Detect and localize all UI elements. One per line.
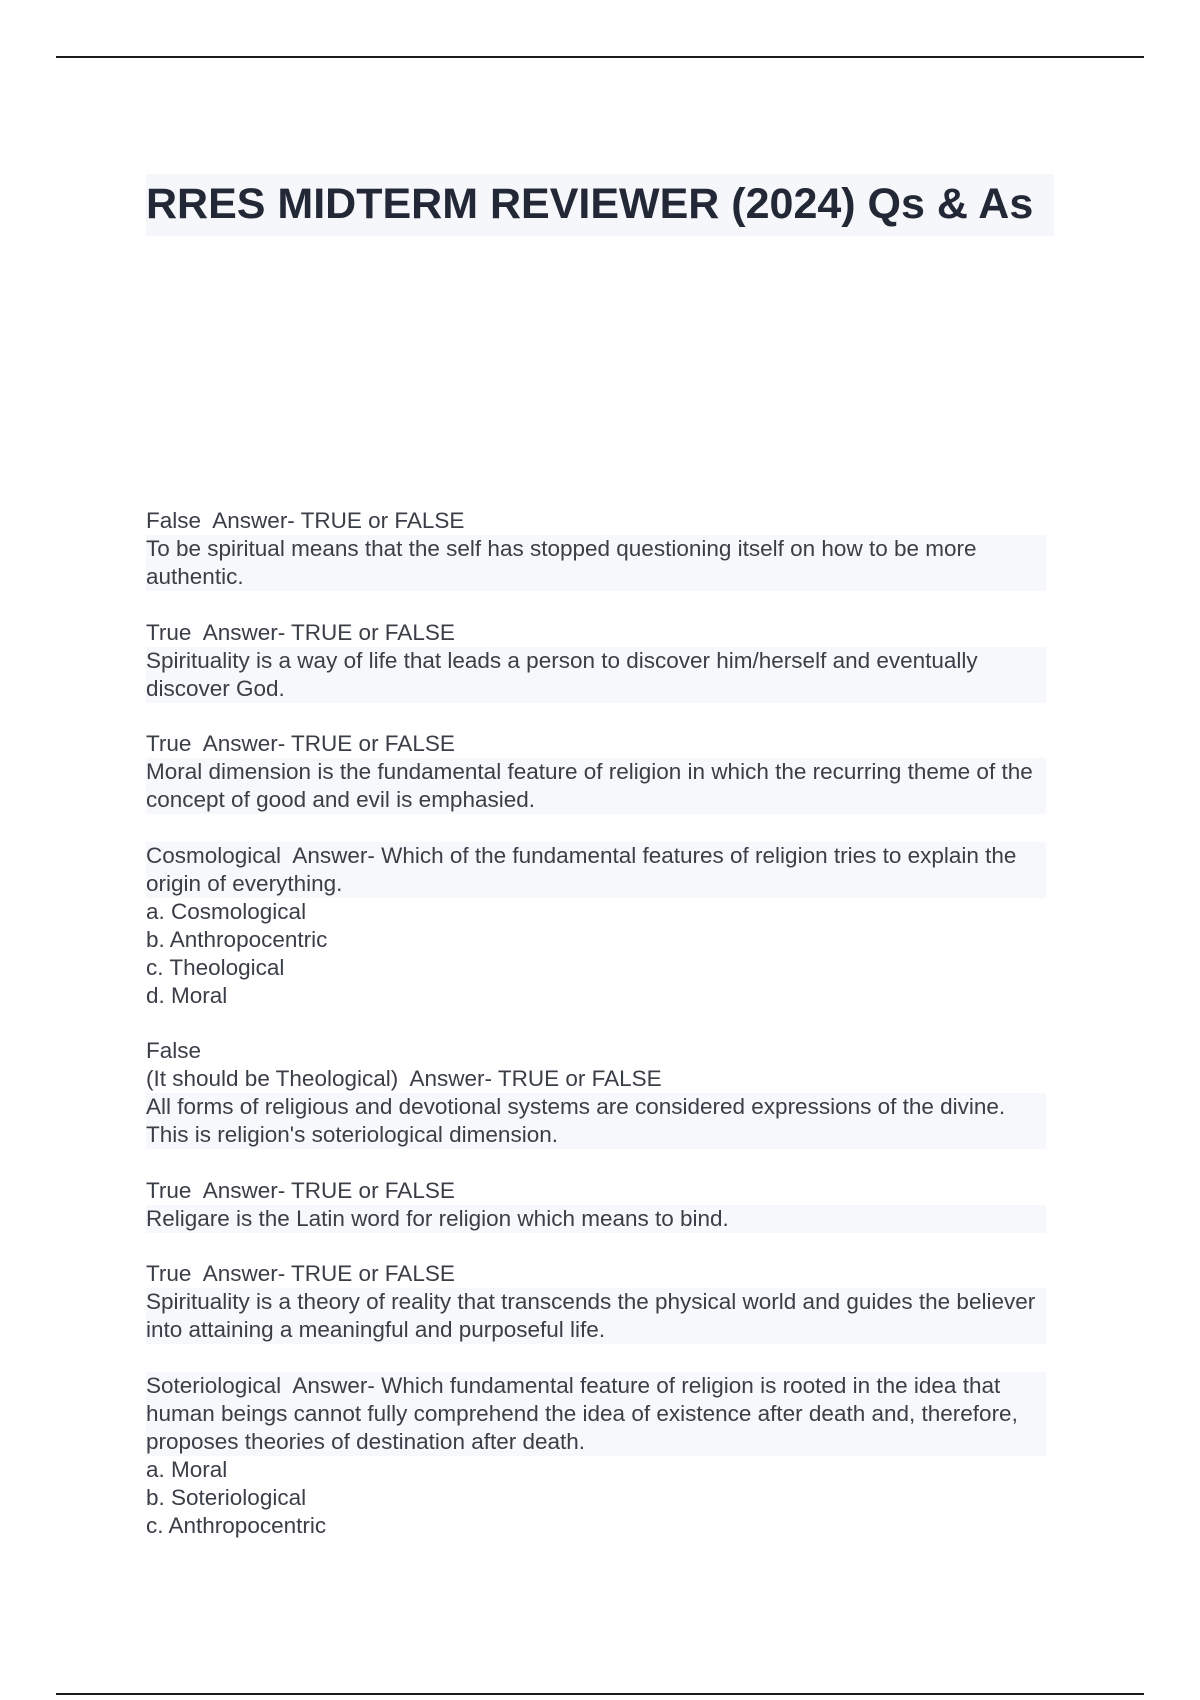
qa-item <box>146 619 1046 703</box>
qa-option: a. Cosmological <box>146 898 307 924</box>
qa-question-text: To be spiritual means that the self has stopped questioning itself on how to be more authentic. <box>146 535 1046 591</box>
qa-item <box>146 1260 1046 1344</box>
qa-question-text: Moral dimension is the fundamental feature of religion in which the recurring theme of the concept of good and evil is emphasied. <box>146 758 1046 814</box>
qa-list <box>146 507 1046 1567</box>
document-title: RRES MIDTERM REVIEWER (2024) Qs & As <box>146 180 1034 228</box>
qa-item <box>146 730 1046 814</box>
qa-question-text: Religare is the Latin word for religion which means to bind. <box>146 1205 1046 1233</box>
qa-item <box>146 1372 1046 1540</box>
qa-options <box>146 898 1046 1010</box>
qa-option: c. Theological <box>146 954 285 980</box>
qa-answer-line: True Answer- TRUE or FALSE <box>146 731 455 756</box>
qa-question-text: All forms of religious and devotional systems are considered expressions of the divine. This is religion's soteriological dimension. <box>146 1093 1046 1149</box>
qa-answer-note: (It should be Theological) Answer- TRUE or FALSE <box>146 1066 662 1091</box>
qa-answer-line: True Answer- TRUE or FALSE <box>146 1261 455 1286</box>
qa-item <box>146 507 1046 591</box>
qa-item <box>146 1037 1046 1149</box>
qa-option: b. Anthropocentric <box>146 926 328 952</box>
qa-item <box>146 1177 1046 1233</box>
qa-question-text: Spirituality is a theory of reality that transcends the physical world and guides the believer into attaining a meaningful and purposeful life. <box>146 1288 1046 1344</box>
qa-question-text: Spirituality is a way of life that leads a person to discover him/herself and eventually discover God. <box>146 647 1046 703</box>
qa-answer-question-text: Cosmological Answer- Which of the fundamental features of religion tries to explain the origin of everything. <box>146 842 1046 898</box>
qa-item <box>146 842 1046 1010</box>
qa-option: d. Moral <box>146 982 228 1008</box>
top-rule <box>56 56 1144 58</box>
bottom-rule <box>56 1693 1144 1695</box>
qa-answer-line: False <box>146 1038 202 1063</box>
qa-option: c. Anthropocentric <box>146 1512 327 1538</box>
qa-answer-line: True Answer- TRUE or FALSE <box>146 1177 455 1203</box>
qa-answer-line: False Answer- TRUE or FALSE <box>146 508 465 533</box>
qa-answer-line: True Answer- TRUE or FALSE <box>146 619 455 645</box>
qa-answer-question-text: Soteriological Answer- Which fundamental feature of religion is rooted in the idea that human beings cannot fully comprehend the idea of existence after death and, therefore, proposes theories of destination after death. <box>146 1372 1046 1456</box>
qa-options <box>146 1456 1046 1540</box>
title-box <box>146 174 1054 236</box>
qa-option: a. Moral <box>146 1456 228 1482</box>
qa-option: b. Soteriological <box>146 1484 307 1510</box>
